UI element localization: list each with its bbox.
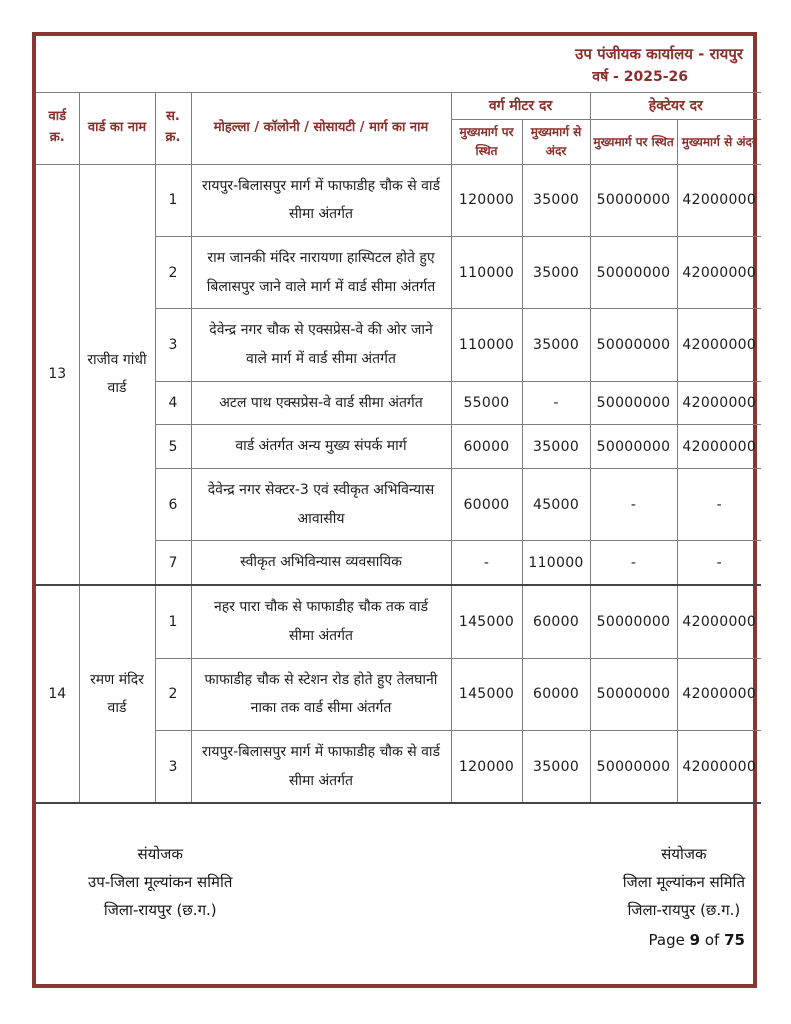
ha-inner-rate-cell: 42000000 [677,730,761,803]
rate-table-header [36,93,761,165]
serial-number-cell: 1 [155,585,191,658]
left-district-name: जिला-रायपुर (छ.ग.) [103,901,217,920]
table-row [36,585,761,658]
year-label: वर्ष - 2025-26 [592,69,688,85]
header-ward-no: वार्ड क्र. [36,93,79,165]
ha-main-rate-cell: - [590,469,677,541]
ward-name-cell: रमण मंदिर वार्ड [79,585,155,803]
sqm-main-rate-cell: 60000 [451,469,522,541]
sqm-inner-rate-cell: 110000 [522,541,590,585]
sqm-inner-rate-cell: 45000 [522,469,590,541]
ward-number-cell: 13 [36,164,79,585]
ha-main-rate-cell: 50000000 [590,381,677,425]
sqm-main-rate-cell: 145000 [451,658,522,730]
sqm-inner-rate-cell: 35000 [522,425,590,469]
page-number-indicator [623,926,745,954]
signature-block-right [623,840,745,954]
ha-inner-rate-cell: 42000000 [677,425,761,469]
header-serial-no: स. क्र. [155,93,191,165]
ha-main-rate-cell: 50000000 [590,585,677,658]
ha-inner-rate-cell: 42000000 [677,658,761,730]
locality-name-cell: रायपुर-बिलासपुर मार्ग में फाफाडीह चौक से वार्ड सीमा अंतर्गत [191,164,451,236]
sqm-main-rate-cell: 120000 [451,730,522,803]
ha-main-rate-cell: - [590,541,677,585]
sqm-main-rate-cell: 110000 [451,309,522,381]
page-of-label: of [704,931,720,950]
locality-name-cell: राम जानकी मंदिर नारायणा हास्पिटल होते हुए बिलासपुर जाने वाले मार्ग में वार्ड सीमा अंतर्गत [191,236,451,308]
header-sqm-inner: मुख्यमार्ग से अंदर [522,120,590,164]
right-signatory-title: संयोजक [661,845,707,864]
header-hectare-rate: हेक्टेयर दर [590,93,761,120]
sqm-inner-rate-cell: 35000 [522,730,590,803]
ha-inner-rate-cell: 42000000 [677,236,761,308]
locality-name-cell: स्वीकृत अभिविन्यास व्यवसायिक [191,541,451,585]
header-ha-on-main: मुख्यमार्ग पर स्थित [590,120,677,164]
table-row [36,164,761,236]
header-locality: मोहल्ला / कॉलोनी / सोसायटी / मार्ग का नाम [191,93,451,165]
locality-name-cell: फाफाडीह चौक से स्टेशन रोड होते हुए तेलघानी नाका तक वार्ड सीमा अंतर्गत [191,658,451,730]
sqm-main-rate-cell: 145000 [451,585,522,658]
sqm-inner-rate-cell: 60000 [522,585,590,658]
header-sqm-on-main: मुख्यमार्ग पर स्थित [451,120,522,164]
rate-table [36,92,761,804]
ha-main-rate-cell: 50000000 [590,730,677,803]
ward-number-cell: 14 [36,585,79,803]
locality-name-cell: रायपुर-बिलासपुर मार्ग में फाफाडीह चौक से वार्ड सीमा अंतर्गत [191,730,451,803]
page-label: Page [648,931,685,950]
left-committee-name: उप-जिला मूल्यांकन समिति [88,873,233,892]
sqm-main-rate-cell: 110000 [451,236,522,308]
header-ward-name: वार्ड का नाम [79,93,155,165]
serial-number-cell: 3 [155,730,191,803]
ha-inner-rate-cell: - [677,469,761,541]
sqm-inner-rate-cell: 60000 [522,658,590,730]
ha-inner-rate-cell: 42000000 [677,381,761,425]
ha-main-rate-cell: 50000000 [590,425,677,469]
sqm-main-rate-cell: 60000 [451,425,522,469]
ha-main-rate-cell: 50000000 [590,236,677,308]
serial-number-cell: 2 [155,236,191,308]
serial-number-cell: 7 [155,541,191,585]
rate-table-body [36,164,761,803]
signature-block-left [88,840,232,924]
ha-main-rate-cell: 50000000 [590,658,677,730]
right-committee-name: जिला मूल्यांकन समिति [622,873,745,892]
serial-number-cell: 3 [155,309,191,381]
locality-name-cell: वार्ड अंतर्गत अन्य मुख्य संपर्क मार्ग [191,425,451,469]
serial-number-cell: 4 [155,381,191,425]
sqm-inner-rate-cell: 35000 [522,164,590,236]
locality-name-cell: नहर पारा चौक से फाफाडीह चौक तक वार्ड सीमा अंतर्गत [191,585,451,658]
sqm-inner-rate-cell: - [522,381,590,425]
locality-name-cell: देवेन्द्र नगर चौक से एक्सप्रेस-वे की ओर जाने वाले मार्ग में वार्ड सीमा अंतर्गत [191,309,451,381]
sqm-inner-rate-cell: 35000 [522,236,590,308]
office-title: उप पंजीयक कार्यालय - रायपुर [575,45,743,63]
right-district-name: जिला-रायपुर (छ.ग.) [627,901,741,920]
serial-number-cell: 1 [155,164,191,236]
ha-inner-rate-cell: 42000000 [677,164,761,236]
header-ha-inner: मुख्यमार्ग से अंदर [677,120,761,164]
sqm-main-rate-cell: 120000 [451,164,522,236]
locality-name-cell: देवेन्द्र नगर सेक्टर-3 एवं स्वीकृत अभिविन्यास आवासीय [191,469,451,541]
ward-name-cell: राजीव गांधी वार्ड [79,164,155,585]
ha-inner-rate-cell: 42000000 [677,585,761,658]
serial-number-cell: 2 [155,658,191,730]
sqm-main-rate-cell: 55000 [451,381,522,425]
locality-name-cell: अटल पाथ एक्सप्रेस-वे वार्ड सीमा अंतर्गत [191,381,451,425]
sqm-inner-rate-cell: 35000 [522,309,590,381]
ha-inner-rate-cell: - [677,541,761,585]
left-signatory-title: संयोजक [137,845,183,864]
serial-number-cell: 5 [155,425,191,469]
document-header [36,36,753,92]
page-current: 9 [689,931,701,950]
header-sqm-rate: वर्ग मीटर दर [451,93,590,120]
page-total: 75 [724,931,745,950]
sqm-main-rate-cell: - [451,541,522,585]
document-footer [36,804,753,984]
ha-inner-rate-cell: 42000000 [677,309,761,381]
ha-main-rate-cell: 50000000 [590,164,677,236]
ha-main-rate-cell: 50000000 [590,309,677,381]
page-border-frame [32,32,757,988]
serial-number-cell: 6 [155,469,191,541]
